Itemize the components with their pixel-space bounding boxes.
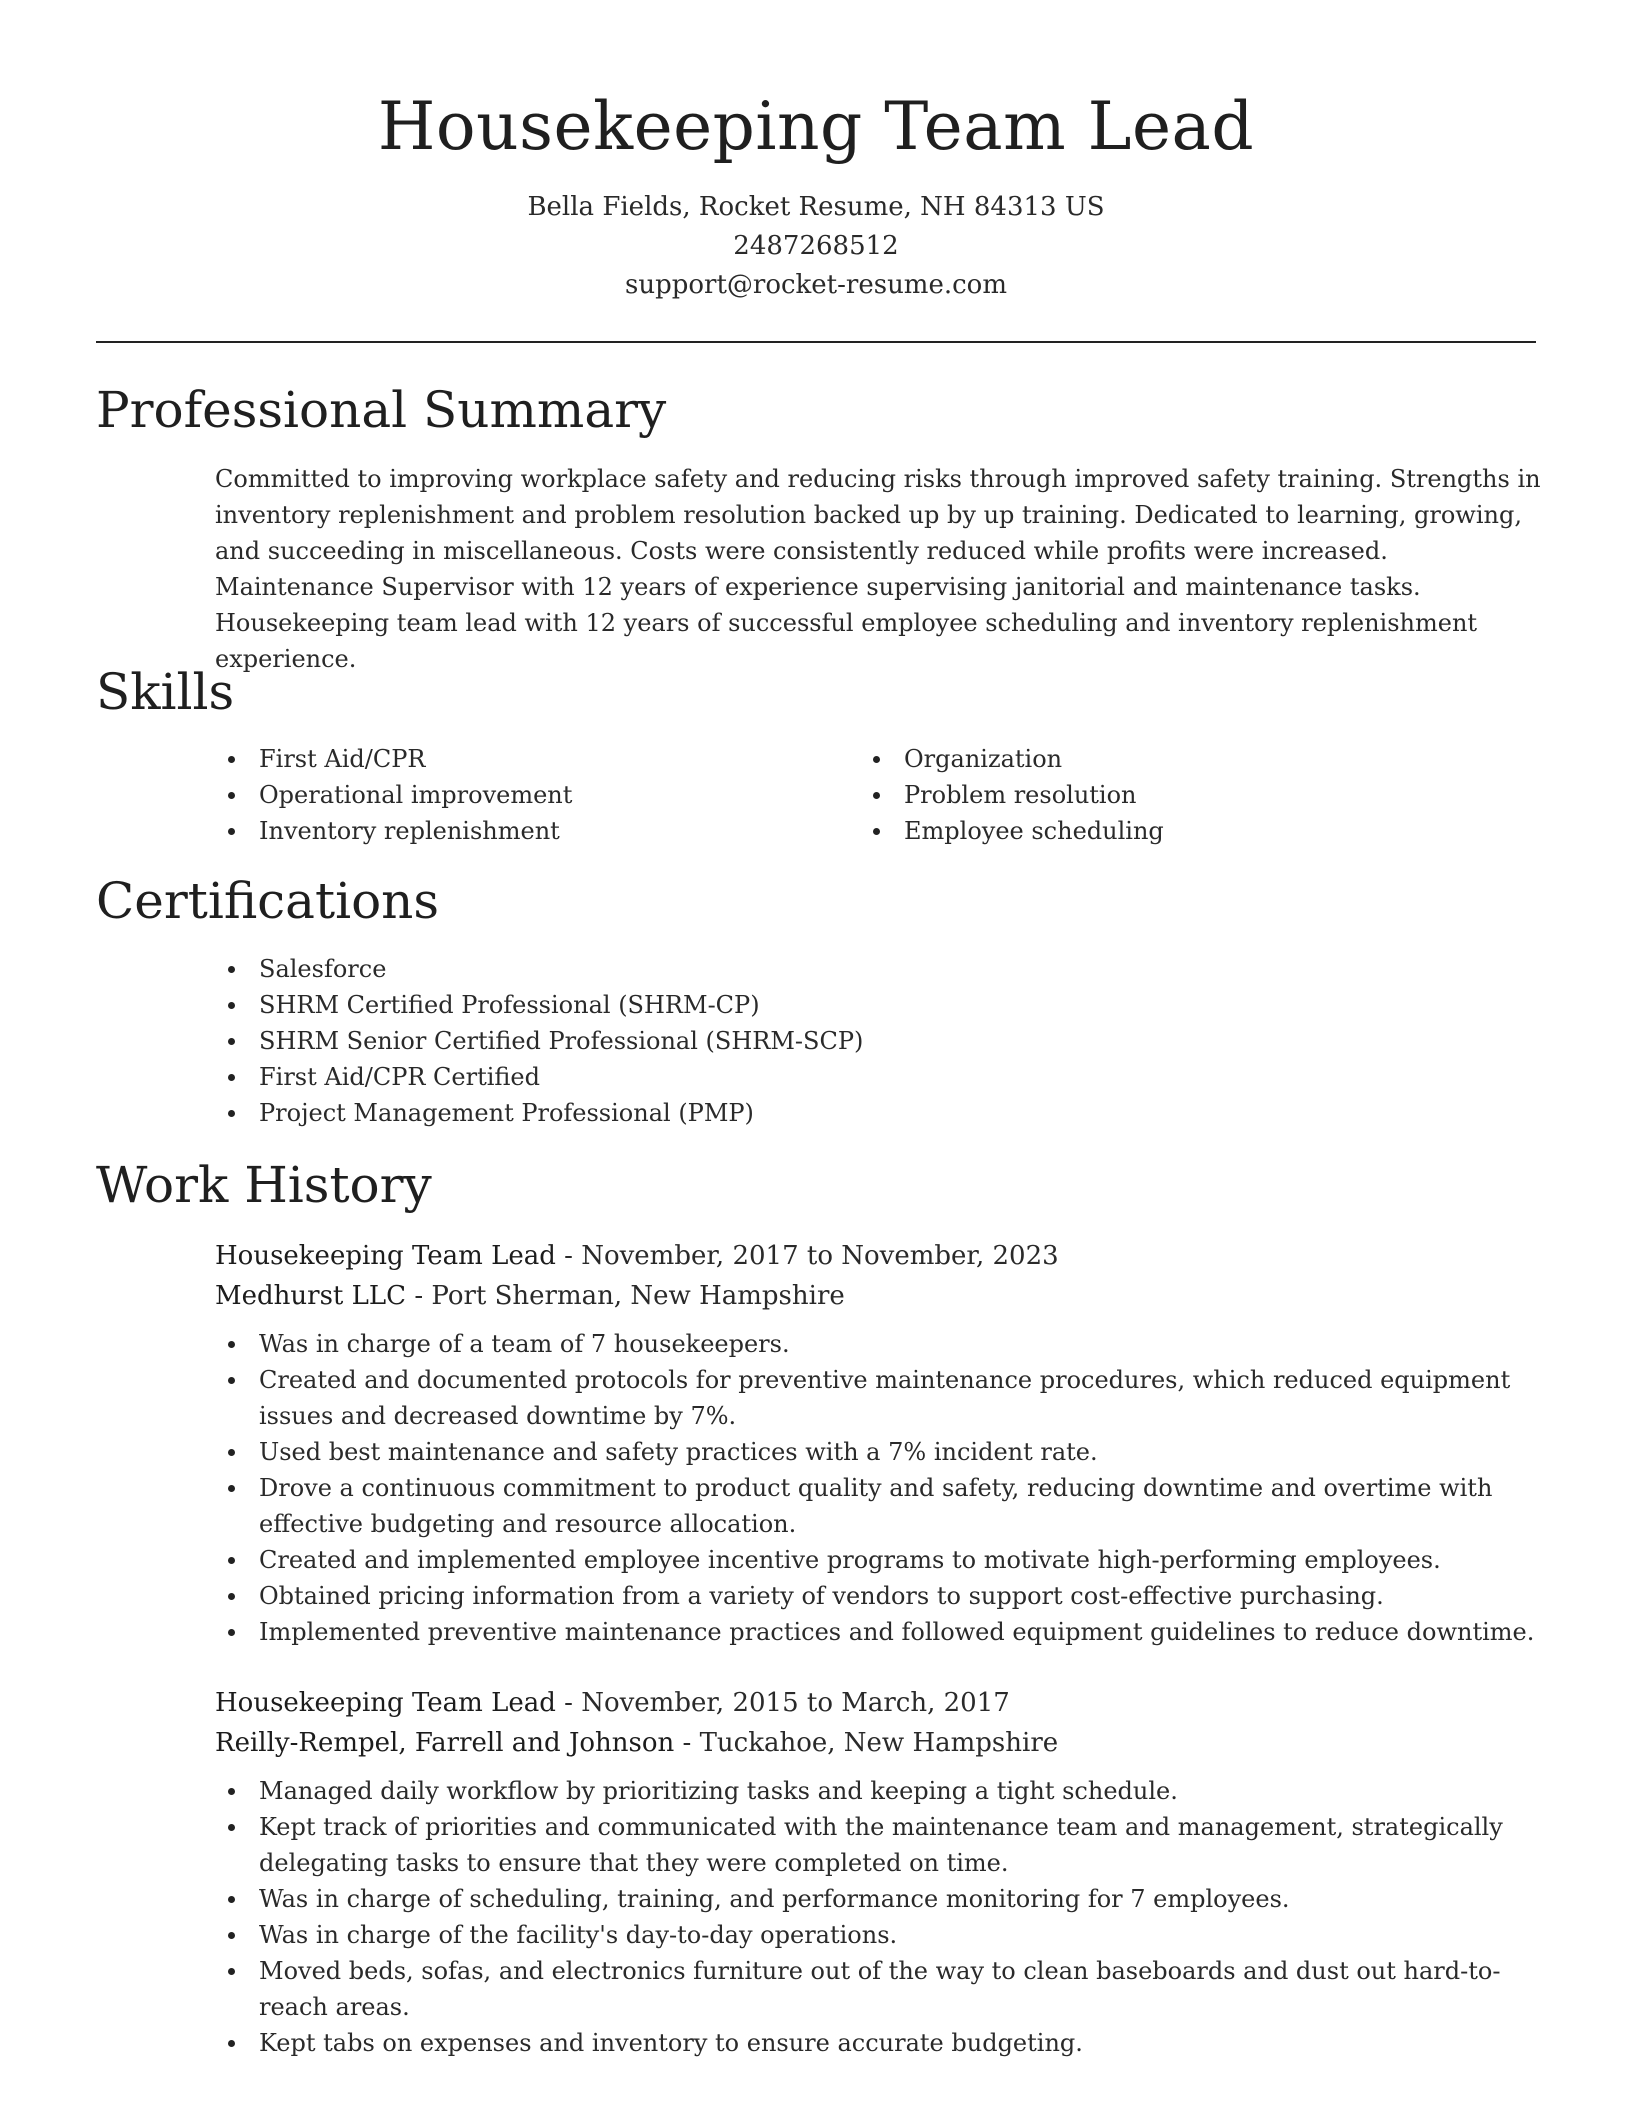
- certifications-heading: Certifications: [96, 872, 440, 930]
- skill-item: Operational improvement: [259, 777, 859, 813]
- summary-text: Committed to improving workplace safety and reducing risks through improved safety training. Strengths in inventory replenishment and problem resolution backed up by up training. Dedicated to learning, growing, and succeeding in miscellaneous. Costs were consistently reduced while profits were increased. Maintenance Supervisor with 12 years of experience supervising janitorial and maintenance tasks. Housekeeping team lead with 12 years of successful employee scheduling and inventory replenishment experience.: [215, 465, 1541, 673]
- header-divider: [96, 341, 1536, 343]
- job-company: Medhurst LLC: [215, 1281, 407, 1311]
- job-location: - Tuckahoe, New Hampshire: [674, 1728, 1059, 1758]
- certifications-list: [215, 951, 1459, 1131]
- job-company-line: [215, 1723, 1058, 1763]
- job-dates: - November, 2015 to March, 2017: [555, 1688, 1010, 1718]
- skill-item: Inventory replenishment: [259, 813, 859, 849]
- job-title-line: [215, 1683, 1010, 1723]
- job-bullets: [215, 1326, 1549, 1650]
- job-bullet: Was in charge of a team of 7 housekeepers.: [259, 1326, 1549, 1362]
- job-bullet: Implemented preventive maintenance practices and followed equipment guidelines to reduce downtime.: [259, 1614, 1549, 1650]
- certification-item: SHRM Senior Certified Professional (SHRM-SCP): [259, 1023, 1459, 1059]
- job-bullet: Obtained pricing information from a variety of vendors to support cost-effective purchasing.: [259, 1578, 1549, 1614]
- skills-heading: Skills: [96, 663, 235, 721]
- contact-address: Bella Fields, Rocket Resume, NH 84313 US: [527, 192, 1105, 222]
- job-bullet: Drove a continuous commitment to product quality and safety, reducing downtime and overtime with effective budgeting and resource allocation.: [259, 1470, 1549, 1542]
- job-company: Reilly-Rempel, Farrell and Johnson: [215, 1728, 675, 1758]
- job-title: Housekeeping Team Lead: [215, 1688, 556, 1718]
- job-bullet: Created and documented protocols for preventive maintenance procedures, which reduced equipment issues and decreased downtime by 7%.: [259, 1362, 1549, 1434]
- certification-item: Project Management Professional (PMP): [259, 1095, 1459, 1131]
- resume-title: Housekeeping Team Lead: [377, 88, 1255, 165]
- job-location: - Port Sherman, New Hampshire: [406, 1281, 845, 1311]
- job-bullet: Kept tabs on expenses and inventory to ensure accurate budgeting.: [259, 2025, 1549, 2061]
- job-bullet: Was in charge of scheduling, training, and performance monitoring for 7 employees.: [259, 1881, 1549, 1917]
- contact-phone: 2487268512: [733, 231, 899, 261]
- job-bullet: Was in charge of the facility's day-to-day operations.: [259, 1917, 1549, 1953]
- certification-item: First Aid/CPR Certified: [259, 1059, 1459, 1095]
- work-history-heading: Work History: [96, 1156, 432, 1214]
- skills-list-left: [215, 741, 859, 849]
- skill-item: First Aid/CPR: [259, 741, 859, 777]
- skill-item: Employee scheduling: [904, 813, 1504, 849]
- summary-heading: Professional Summary: [96, 381, 667, 439]
- job-bullets: [215, 1773, 1549, 2061]
- contact-email: support@rocket-resume.com: [624, 270, 1007, 300]
- job-title-line: [215, 1236, 1059, 1276]
- skill-item: Problem resolution: [904, 777, 1504, 813]
- job-bullet: Moved beds, sofas, and electronics furniture out of the way to clean baseboards and dust out hard-to-reach areas.: [259, 1953, 1549, 2025]
- job-bullet: Created and implemented employee incentive programs to motivate high-performing employees.: [259, 1542, 1549, 1578]
- job-bullet: Managed daily workflow by prioritizing tasks and keeping a tight schedule.: [259, 1773, 1549, 1809]
- certification-item: Salesforce: [259, 951, 1459, 987]
- job-bullet: Kept track of priorities and communicated with the maintenance team and management, strategically delegating tasks to ensure that they were completed on time.: [259, 1809, 1549, 1881]
- job-title: Housekeeping Team Lead: [215, 1241, 556, 1271]
- job-company-line: [215, 1276, 845, 1316]
- skills-list-right: [860, 741, 1504, 849]
- job-bullet: Used best maintenance and safety practices with a 7% incident rate.: [259, 1434, 1549, 1470]
- certification-item: SHRM Certified Professional (SHRM-CP): [259, 987, 1459, 1023]
- job-dates: - November, 2017 to November, 2023: [555, 1241, 1059, 1271]
- skill-item: Organization: [904, 741, 1504, 777]
